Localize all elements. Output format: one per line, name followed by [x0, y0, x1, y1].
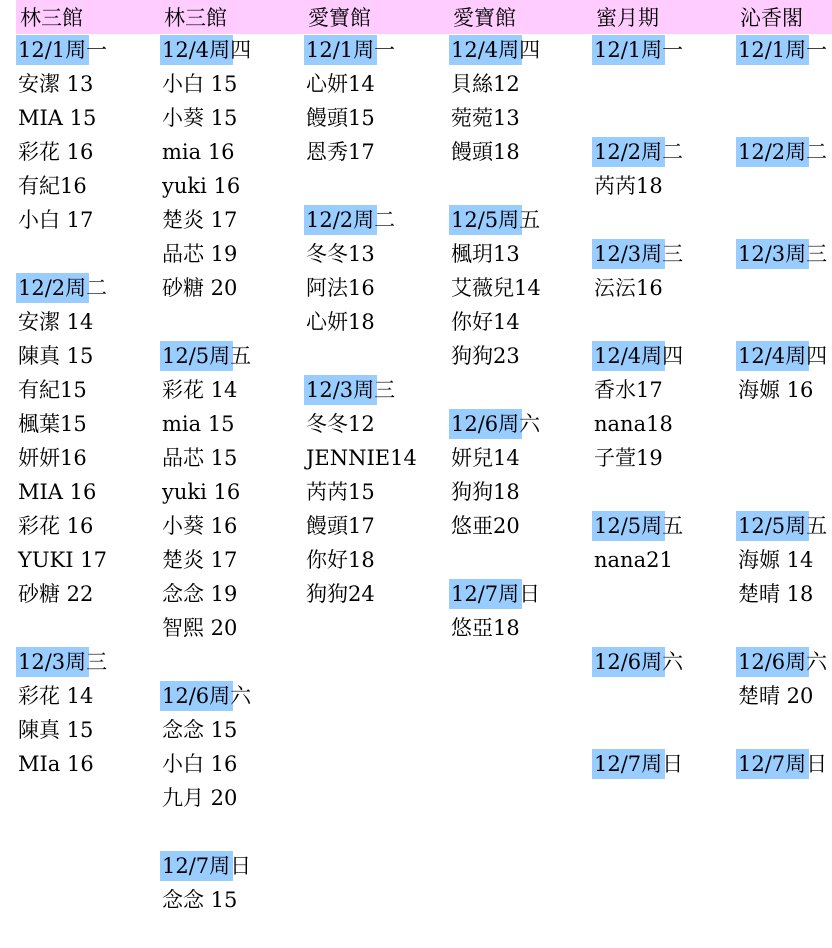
schedule-entry [592, 273, 663, 303]
date-heading [736, 35, 827, 65]
schedule-entry [160, 579, 237, 609]
entry-label: 恩秀17 [306, 140, 375, 164]
date-label: 12/4周四 [451, 38, 541, 62]
date-heading [304, 375, 395, 405]
date-label: 12/5周五 [162, 344, 252, 368]
entry-label: 念念 19 [162, 582, 238, 606]
date-heading [16, 273, 107, 303]
date-heading [16, 35, 107, 65]
entry-label: mia 16 [162, 140, 235, 164]
schedule-entry [736, 545, 813, 575]
schedule-entry [16, 715, 93, 745]
date-label: 12/7周日 [738, 752, 828, 776]
date-label: 12/2周二 [18, 276, 108, 300]
entry-label: YUKI 17 [18, 548, 107, 572]
schedule-entry [449, 103, 520, 133]
schedule-entry [304, 273, 375, 303]
date-label: 12/6周六 [451, 412, 541, 436]
entry-label: 芮芮18 [594, 174, 663, 198]
date-label: 12/4周四 [738, 344, 828, 368]
schedule-entry [16, 443, 87, 473]
entry-label: 陳真 15 [18, 718, 94, 742]
entry-label: 饅頭15 [306, 106, 375, 130]
entry-label: 饅頭17 [306, 514, 375, 538]
schedule-entry [736, 375, 813, 405]
schedule-entry [16, 579, 93, 609]
entry-label: 楓玥13 [451, 242, 520, 266]
entry-label: 楚晴 18 [738, 582, 814, 606]
entry-label: 狗狗23 [451, 344, 520, 368]
entry-label: 有紀15 [18, 378, 87, 402]
entry-label: 子萱19 [594, 446, 663, 470]
entry-label: 小葵 16 [162, 514, 238, 538]
entry-label: 智熙 20 [162, 616, 238, 640]
entry-label: 香水17 [594, 378, 663, 402]
schedule-entry [304, 69, 375, 99]
column-title: 愛寶館 [308, 6, 371, 30]
schedule-entry [16, 375, 87, 405]
entry-label: MIA 15 [18, 106, 97, 130]
entry-label: 砂糖 22 [18, 582, 94, 606]
entry-label: 楚炎 17 [162, 208, 238, 232]
date-heading [304, 35, 395, 65]
entry-label: 安潔 14 [18, 310, 94, 334]
entry-label: 狗狗24 [306, 582, 375, 606]
schedule-entry [592, 545, 673, 575]
schedule-entry [304, 477, 375, 507]
date-heading [592, 511, 683, 541]
date-label: 12/5周五 [451, 208, 541, 232]
schedule-entry [160, 749, 237, 779]
schedule-entry [160, 545, 237, 575]
entry-label: 楚晴 20 [738, 684, 814, 708]
schedule-entry [16, 205, 93, 235]
entry-label: 芮芮15 [306, 480, 375, 504]
entry-label: 砂糖 20 [162, 276, 238, 300]
date-heading [592, 35, 683, 65]
schedule-entry [304, 103, 375, 133]
schedule-entry [160, 477, 240, 507]
date-label: 12/7周日 [451, 582, 541, 606]
schedule-entry [592, 443, 663, 473]
entry-label: 阿法16 [306, 276, 375, 300]
schedule-entry [160, 239, 237, 269]
entry-label: 你好14 [451, 310, 520, 334]
date-heading [736, 749, 827, 779]
schedule-entry [449, 307, 520, 337]
column-title: 林三館 [164, 6, 227, 30]
schedule-entry [449, 273, 541, 303]
entry-label: 妍妍16 [18, 446, 87, 470]
entry-label: 彩花 16 [18, 514, 94, 538]
date-label: 12/4周四 [162, 38, 252, 62]
schedule-entry [449, 443, 520, 473]
date-heading [449, 409, 540, 439]
schedule-entry [449, 137, 520, 167]
schedule-entry [592, 375, 663, 405]
schedule-entry [304, 307, 375, 337]
date-label: 12/2周二 [306, 208, 396, 232]
date-heading [736, 341, 827, 371]
schedule-entry [160, 273, 237, 303]
date-heading [449, 205, 540, 235]
schedule-entry [449, 511, 520, 541]
column-title: 愛寶館 [453, 6, 516, 30]
schedule-entry [160, 69, 237, 99]
date-label: 12/1周一 [306, 38, 396, 62]
date-label: 12/5周五 [594, 514, 684, 538]
date-label: 12/1周一 [594, 38, 684, 62]
date-label: 12/1周一 [738, 38, 828, 62]
date-label: 12/2周二 [738, 140, 828, 164]
entry-label: 品芯 19 [162, 242, 238, 266]
column-title: 林三館 [20, 6, 83, 30]
entry-label: 心妍18 [306, 310, 375, 334]
date-label: 12/1周一 [18, 38, 108, 62]
entry-label: 小白 15 [162, 72, 238, 96]
schedule-entry [16, 749, 94, 779]
schedule-entry [449, 477, 520, 507]
entry-label: 妍兒14 [451, 446, 520, 470]
date-heading [160, 851, 251, 881]
entry-label: 沄沄16 [594, 276, 663, 300]
schedule-entry [160, 137, 235, 167]
schedule-entry [16, 137, 93, 167]
date-label: 12/2周二 [594, 140, 684, 164]
date-label: 12/3周三 [18, 650, 108, 674]
entry-label: 念念 15 [162, 718, 238, 742]
schedule-entry [160, 375, 237, 405]
date-heading [592, 239, 683, 269]
entry-label: 冬冬12 [306, 412, 375, 436]
entry-label: 九月 20 [162, 786, 238, 810]
entry-label: JENNIE14 [306, 446, 417, 470]
date-label: 12/3周三 [738, 242, 828, 266]
schedule-entry [160, 103, 237, 133]
schedule-entry [160, 205, 237, 235]
schedule-entry [160, 171, 240, 201]
schedule-entry [16, 69, 93, 99]
schedule-entry [160, 443, 237, 473]
date-heading [16, 647, 107, 677]
entry-label: 陳真 15 [18, 344, 94, 368]
entry-label: yuki 16 [162, 174, 241, 198]
schedule-entry [592, 171, 663, 201]
entry-label: 安潔 13 [18, 72, 94, 96]
date-heading [592, 137, 683, 167]
entry-label: 彩花 14 [18, 684, 94, 708]
date-heading [449, 579, 540, 609]
entry-label: nana18 [594, 412, 673, 436]
schedule-entry [160, 715, 237, 745]
entry-label: 有紀16 [18, 174, 87, 198]
schedule-entry [304, 443, 417, 473]
schedule-entry [160, 511, 237, 541]
date-heading [304, 205, 395, 235]
date-heading [592, 647, 683, 677]
entry-label: 品芯 15 [162, 446, 238, 470]
schedule-entry [592, 409, 673, 439]
entry-label: 艾薇兒14 [451, 276, 541, 300]
entry-label: 海嫄 14 [738, 548, 814, 572]
schedule-entry [449, 341, 520, 371]
date-label: 12/6周六 [162, 684, 252, 708]
entry-label: 小白 17 [18, 208, 94, 232]
schedule-header-band [16, 0, 832, 34]
entry-label: 小白 16 [162, 752, 238, 776]
entry-label: 狗狗18 [451, 480, 520, 504]
schedule-entry [304, 511, 375, 541]
entry-label: 楓葉15 [18, 412, 87, 436]
date-heading [736, 137, 827, 167]
entry-label: 冬冬13 [306, 242, 375, 266]
date-label: 12/7周日 [162, 854, 252, 878]
date-label: 12/5周五 [738, 514, 828, 538]
schedule-entry [160, 409, 235, 439]
entry-label: 心妍14 [306, 72, 375, 96]
entry-label: 菀菀13 [451, 106, 520, 130]
schedule-entry [304, 239, 375, 269]
entry-label: 小葵 15 [162, 106, 238, 130]
entry-label: MIa 16 [18, 752, 94, 776]
date-heading [592, 749, 683, 779]
schedule-entry [16, 511, 93, 541]
date-heading [449, 35, 540, 65]
date-label: 12/7周日 [594, 752, 684, 776]
schedule-entry [16, 341, 93, 371]
schedule-entry [304, 579, 375, 609]
schedule-entry [160, 783, 237, 813]
schedule-entry [16, 681, 93, 711]
entry-label: 貝絲12 [451, 72, 520, 96]
column-title: 蜜月期 [596, 6, 659, 30]
date-label: 12/6周六 [738, 650, 828, 674]
schedule-entry [449, 239, 520, 269]
entry-label: nana21 [594, 548, 673, 572]
schedule-entry [16, 477, 96, 507]
entry-label: 楚炎 17 [162, 548, 238, 572]
schedule-entry [304, 409, 375, 439]
date-label: 12/3周三 [594, 242, 684, 266]
entry-label: 悠亞18 [451, 616, 520, 640]
date-heading [160, 35, 251, 65]
schedule-entry [16, 171, 87, 201]
entry-label: 念念 15 [162, 888, 238, 912]
schedule-entry [304, 137, 375, 167]
schedule-entry [304, 545, 375, 575]
date-heading [736, 239, 827, 269]
schedule-entry [160, 885, 237, 915]
date-heading [592, 341, 683, 371]
entry-label: 悠亜20 [451, 514, 520, 538]
date-heading [736, 511, 827, 541]
entry-label: 饅頭18 [451, 140, 520, 164]
date-label: 12/4周四 [594, 344, 684, 368]
entry-label: 彩花 16 [18, 140, 94, 164]
schedule-entry [736, 579, 813, 609]
schedule-entry [16, 307, 93, 337]
schedule-entry [16, 103, 96, 133]
entry-label: MIA 16 [18, 480, 97, 504]
date-heading [160, 341, 251, 371]
schedule-entry [449, 613, 520, 643]
date-heading [160, 681, 251, 711]
schedule-entry [736, 681, 813, 711]
entry-label: yuki 16 [162, 480, 241, 504]
entry-label: 彩花 14 [162, 378, 238, 402]
entry-label: mia 15 [162, 412, 235, 436]
schedule-entry [449, 69, 520, 99]
column-title: 沁香閣 [740, 6, 803, 30]
schedule-entry [16, 545, 107, 575]
schedule-entry [160, 613, 237, 643]
date-label: 12/3周三 [306, 378, 396, 402]
date-label: 12/6周六 [594, 650, 684, 674]
schedule-entry [16, 409, 87, 439]
entry-label: 你好18 [306, 548, 375, 572]
date-heading [736, 647, 827, 677]
entry-label: 海嫄 16 [738, 378, 814, 402]
